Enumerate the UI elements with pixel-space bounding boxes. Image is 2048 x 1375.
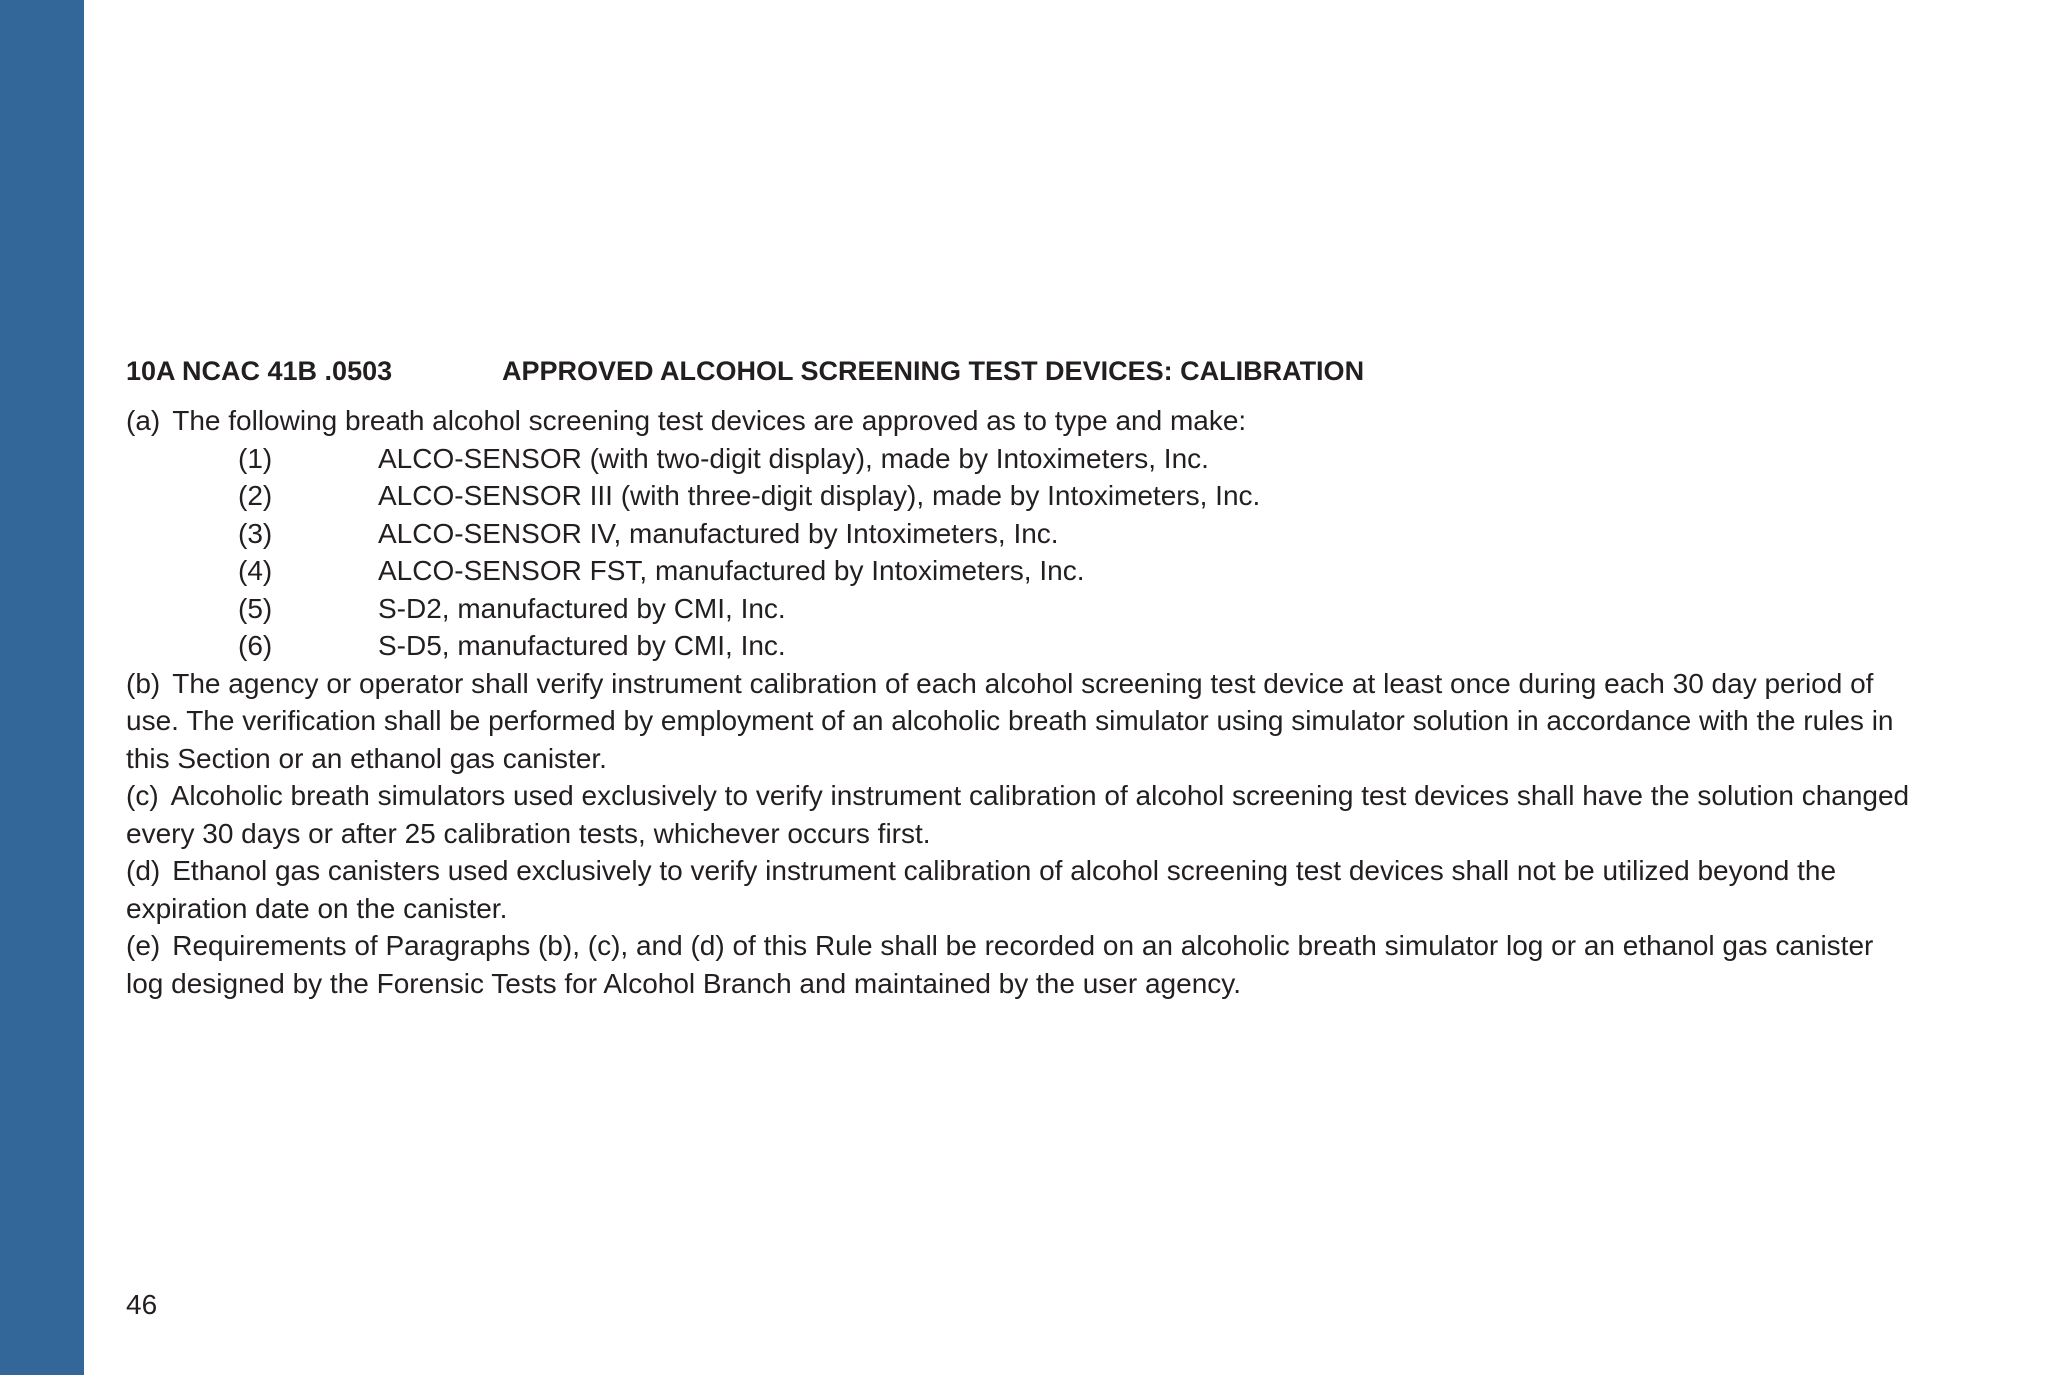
device-number: (3) [238, 517, 273, 549]
paragraph-e-letter: (e) [126, 930, 161, 961]
paragraph-b [126, 665, 1916, 778]
paragraph-e [126, 927, 1916, 1002]
paragraph-b-text: The agency or operator shall verify instrument calibration of each alcohol screening test device at least once during each 30 day period of use. The verification shall be performed by employment of an alcoholic breath simulator using simulator solution in accordance with the rules in this Section or an ethanol gas canister. [126, 667, 1894, 774]
paragraph-c-letter: (c) [126, 780, 159, 811]
device-text: ALCO-SENSOR FST, manufactured by Intoximeters, Inc. [378, 555, 1085, 586]
device-number: (2) [238, 480, 273, 511]
paragraph-e-text: Requirements of Paragraphs (b), (c), and (d) of this Rule shall be recorded on an alcoholic breath simulator log or an ethanol gas canister log designed by the Forensic Tests for Alcohol Branch and maintained by the user agency. [126, 930, 1874, 999]
device-text: S-D2, manufactured by CMI, Inc. [378, 592, 786, 624]
device-text: ALCO-SENSOR III (with three-digit display), made by Intoximeters, Inc. [378, 480, 1261, 511]
rule-content [126, 352, 1916, 1002]
paragraph-d-text: Ethanol gas canisters used exclusively to verify instrument calibration of alcohol screening test devices shall not be utilized beyond the expiration date on the canister. [126, 855, 1837, 924]
device-item [126, 440, 1916, 478]
device-number: (1) [238, 442, 273, 474]
paragraph-a [126, 402, 1916, 440]
paragraph-d [126, 852, 1916, 927]
side-color-bar [0, 0, 84, 1375]
paragraph-b-letter: (b) [126, 667, 161, 699]
rule-id: 10A NCAC 41B .0503 [126, 356, 393, 386]
device-item [126, 627, 1916, 665]
device-text: S-D5, manufactured by CMI, Inc. [378, 630, 786, 661]
device-text: ALCO-SENSOR IV, manufactured by Intoximeters, Inc. [378, 517, 1059, 549]
paragraph-d-letter: (d) [126, 855, 161, 886]
paragraph-a-text: The following breath alcohol screening test devices are approved as to type and make: [172, 405, 1247, 436]
paragraph-c-text: Alcoholic breath simulators used exclusively to verify instrument calibration of alcohol screening test devices shall have the solution changed every 30 days or after 25 calibration tests, whichever occurs first. [126, 780, 1910, 849]
rule-title: APPROVED ALCOHOL SCREENING TEST DEVICES: CALIBRATION [502, 356, 1365, 386]
paragraph-a-letter: (a) [126, 405, 161, 436]
device-text: ALCO-SENSOR (with two-digit display), made by Intoximeters, Inc. [378, 442, 1209, 474]
device-number: (6) [238, 630, 273, 661]
page-number: 46 [126, 1289, 158, 1320]
device-item [126, 590, 1916, 628]
rule-heading [126, 352, 1916, 390]
device-item [126, 477, 1916, 515]
device-item [126, 515, 1916, 553]
device-number: (4) [238, 555, 273, 586]
device-number: (5) [238, 592, 273, 624]
paragraph-c [126, 777, 1916, 852]
device-item [126, 552, 1916, 590]
